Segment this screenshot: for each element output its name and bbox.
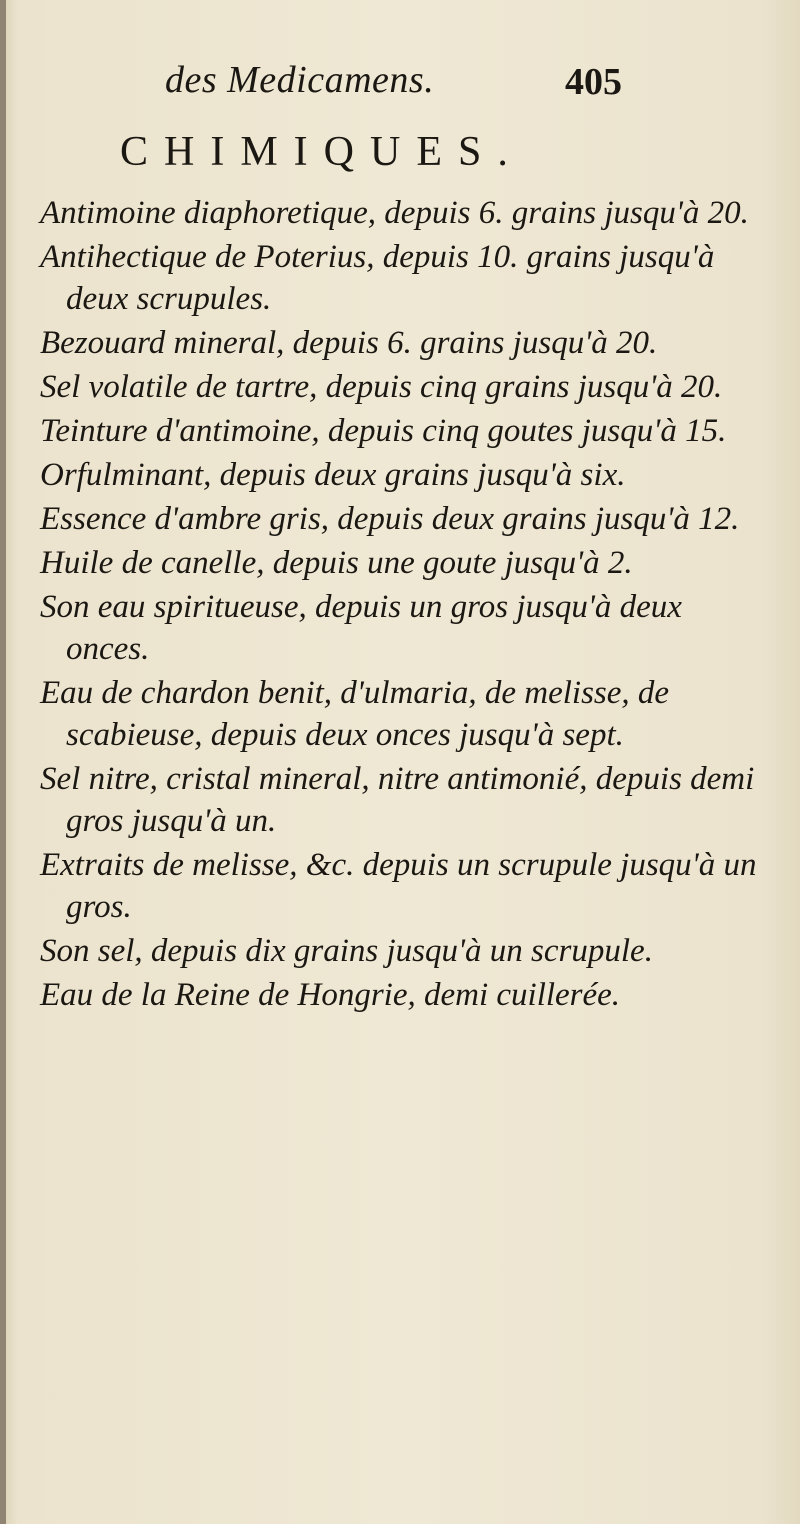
list-item: Bezouard mineral, depuis 6. grains jusqu'à 20. xyxy=(40,325,658,361)
list-item: Sel volatile de tartre, depuis cinq grains jusqu'à 20. xyxy=(40,369,723,405)
dosage-list xyxy=(40,192,760,1016)
list-item: Extraits de melisse, &c. depuis un scrupule jusqu'à un gros. xyxy=(40,847,757,925)
list-item: Son sel, depuis dix grains jusqu'à un scrupule. xyxy=(40,933,653,969)
list-item: Eau de la Reine de Hongrie, demi cuillerée. xyxy=(40,977,621,1013)
list-item: Teinture d'antimoine, depuis cinq goutes jusqu'à 15. xyxy=(40,413,727,449)
list-item: Antihectique de Poterius, depuis 10. grains jusqu'à deux scrupules. xyxy=(40,239,715,317)
list-item: Son eau spiritueuse, depuis un gros jusqu'à deux onces. xyxy=(40,589,682,667)
list-item: Huile de canelle, depuis une goute jusqu'à 2. xyxy=(40,545,633,581)
list-item: Essence d'ambre gris, depuis deux grains jusqu'à 12. xyxy=(40,501,740,537)
page-header xyxy=(0,58,800,118)
list-item: Orfulminant, depuis deux grains jusqu'à six. xyxy=(40,457,626,493)
list-item: Sel nitre, cristal mineral, nitre antimonié, depuis demi gros jusqu'à un. xyxy=(40,761,755,839)
running-title: des Medicamens. xyxy=(165,59,435,101)
page-binding-edge xyxy=(0,0,6,1524)
page-number: 405 xyxy=(565,61,622,103)
list-item: Antimoine diaphoretique, depuis 6. grains jusqu'à 20. xyxy=(40,195,749,231)
list-item: Eau de chardon benit, d'ulmaria, de melisse, de scabieuse, depuis deux onces jusqu'à sept. xyxy=(40,675,670,753)
section-title: CHIMIQUES. xyxy=(120,129,524,175)
